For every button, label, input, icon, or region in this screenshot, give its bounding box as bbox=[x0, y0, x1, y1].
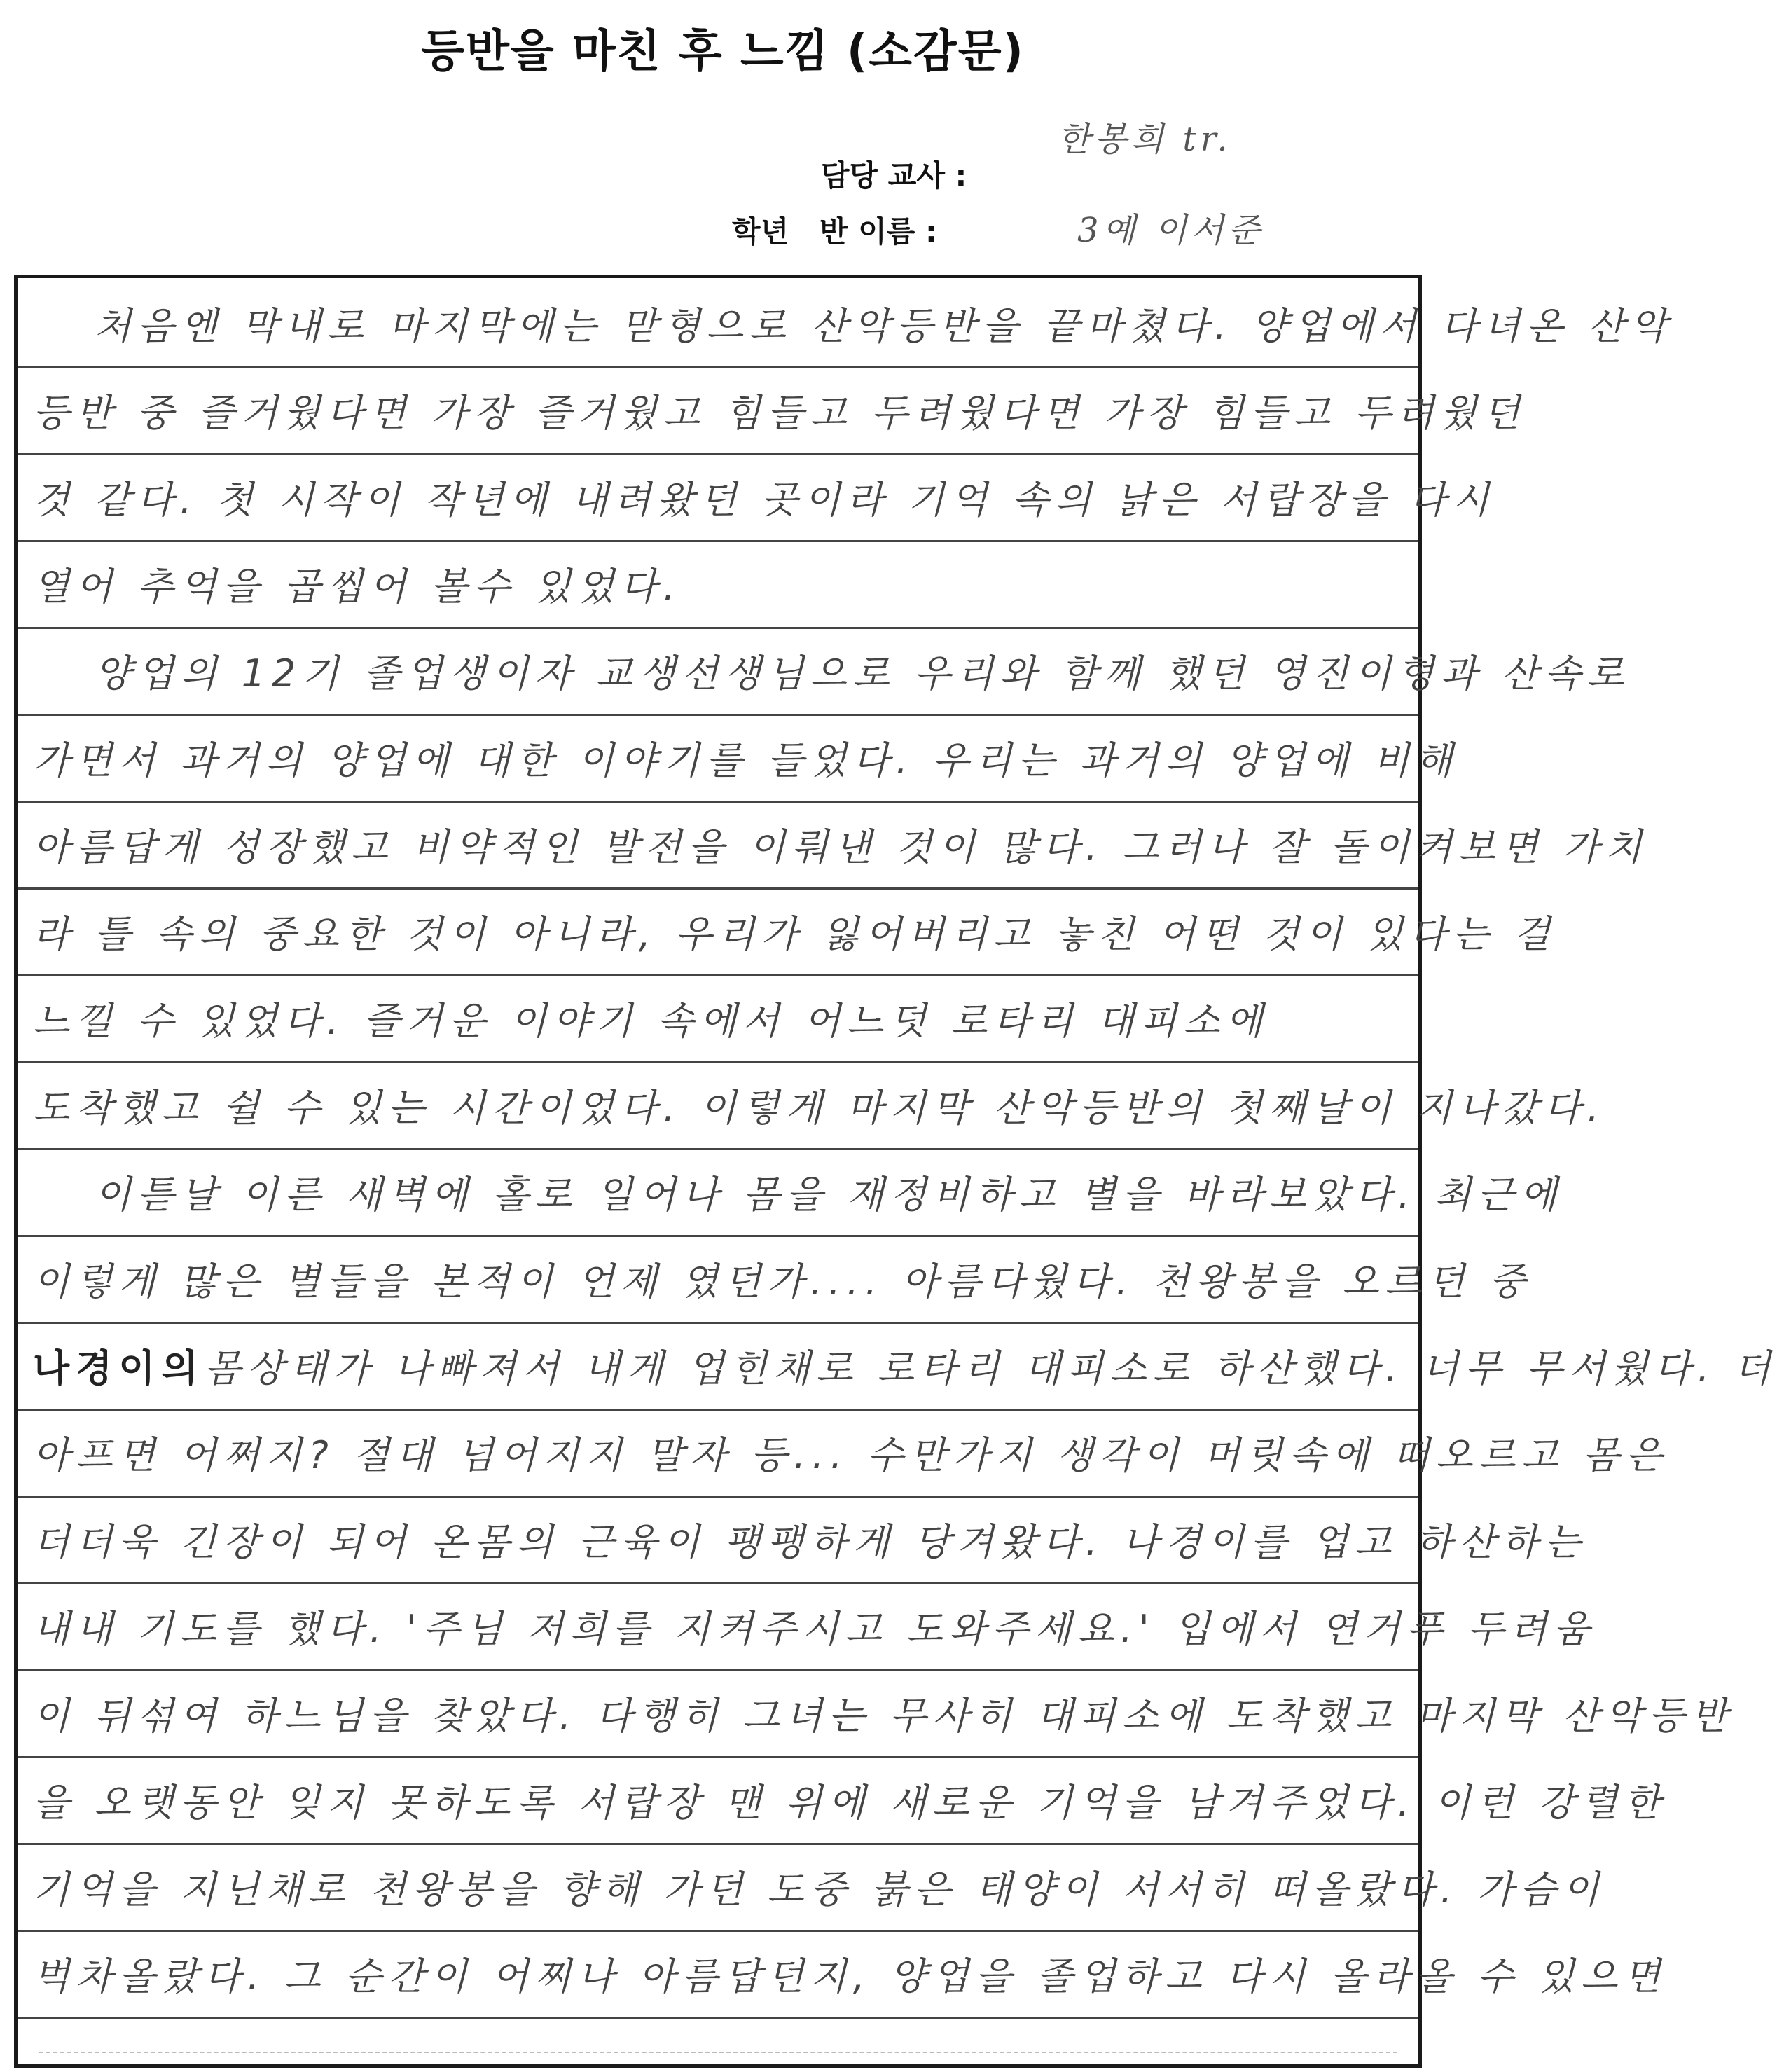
handwritten-line: 도착했고 쉴 수 있는 시간이었다. 이렇게 마지막 산악등반의 첫째날이 지나갔다. bbox=[33, 1085, 1606, 1130]
handwritten-line: 아프면 어쩌지? 절대 넘어지지 말자 등... 수만가지 생각이 머릿속에 떠오르고 몸은 bbox=[33, 1432, 1669, 1477]
handwritten-line: 이튿날 이른 새벽에 홀로 일어나 몸을 재정비하고 별을 바라보았다. 최근에 bbox=[95, 1172, 1563, 1217]
student-label: 학년 반 이름 : bbox=[732, 214, 937, 249]
handwritten-line: 이 뒤섞여 하느님을 찾았다. 다행히 그녀는 무사히 대피소에 도착했고 마지막 산악등반 bbox=[33, 1693, 1734, 1738]
handwritten-line: 등반 중 즐거웠다면 가장 즐거웠고 힘들고 두려웠다면 가장 힘들고 두려웠던 bbox=[33, 390, 1526, 435]
line-text: 몸상태가 나빠져서 내게 업힌채로 로타리 대피소로 하산했다. 너무 무서웠다. 더 bbox=[204, 1346, 1777, 1390]
handwritten-line: 처음엔 막내로 마지막에는 맏형으로 산악등반을 끝마쳤다. 양업에서 다녀온 산악 bbox=[95, 303, 1673, 348]
teacher-label: 담당 교사 : bbox=[821, 158, 967, 193]
handwritten-line: 더더욱 긴장이 되어 온몸의 근육이 팽팽하게 당겨왔다. 나경이를 업고 하산하는 bbox=[33, 1519, 1587, 1564]
handwritten-line: 것 같다. 첫 시작이 작년에 내려왔던 곳이라 기억 속의 낡은 서랍장을 다시 bbox=[33, 477, 1495, 522]
emphasized-word: 나경이의 bbox=[33, 1346, 205, 1390]
handwritten-line: 양업의 12기 졸업생이자 교생선생님으로 우리와 함께 했던 영진이형과 산속로 bbox=[95, 651, 1631, 696]
document-title: 등반을 마친 후 느낌 (소감문) bbox=[421, 26, 1025, 78]
student-value: 3예 이서준 bbox=[1077, 211, 1265, 250]
handwritten-line: 열어 추억을 곱씹어 볼수 있었다. bbox=[33, 564, 682, 609]
handwritten-line: 을 오랫동안 잊지 못하도록 서랍장 맨 위에 새로운 기억을 남겨주었다. 이런 강렬한 bbox=[33, 1780, 1667, 1825]
handwritten-line bbox=[18, 1322, 1777, 1409]
handwritten-line: 내내 기도를 했다. '주님 저희를 지켜주시고 도와주세요.' 입에서 연거푸 두려움 bbox=[33, 1606, 1596, 1651]
handwritten-line: 기억을 지닌채로 천왕봉을 향해 가던 도중 붉은 태양이 서서히 떠올랐다. 가슴이 bbox=[33, 1867, 1606, 1912]
handwritten-line: 아름답게 성장했고 비약적인 발전을 이뤄낸 것이 많다. 그러나 잘 돌이켜보면 가치 bbox=[33, 824, 1649, 869]
ruled-line bbox=[18, 2017, 1418, 2019]
teacher-value: 한봉희 tr. bbox=[1058, 120, 1232, 159]
handwritten-line: 가면서 과거의 양업에 대한 이야기를 들었다. 우리는 과거의 양업에 비해 bbox=[33, 738, 1459, 782]
essay-sheet bbox=[14, 275, 1777, 2068]
handwritten-line: 벅차올랐다. 그 순간이 어찌나 아름답던지, 양업을 졸업하고 다시 올라올 수 있으면 bbox=[33, 1954, 1667, 1998]
handwritten-line: 이렇게 많은 별들을 본적이 언제 였던가.... 아름다웠다. 천왕봉을 오르던 중 bbox=[33, 1259, 1533, 1304]
handwritten-line: 느낄 수 있었다. 즐거운 이야기 속에서 어느덧 로타리 대피소에 bbox=[33, 998, 1269, 1043]
page-bottom-edge bbox=[39, 2052, 1397, 2060]
handwritten-line: 라 틀 속의 중요한 것이 아니라, 우리가 잃어버리고 놓친 어떤 것이 있다는 걸 bbox=[33, 911, 1557, 956]
